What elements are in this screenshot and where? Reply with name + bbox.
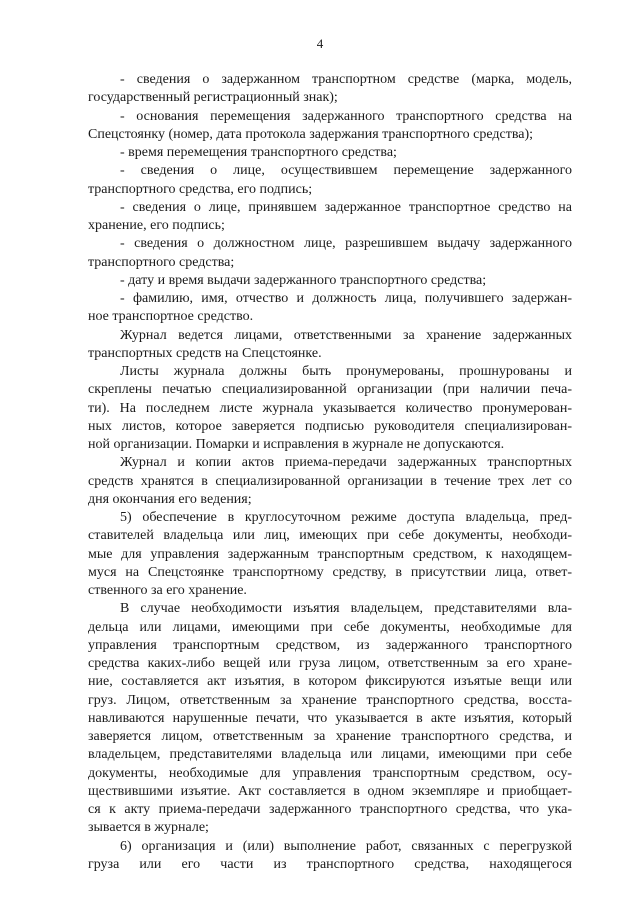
text-line: дня окончания его ведения; [88, 492, 252, 507]
text-line: Листы журнала должны быть пронумерованы, прошнурованы и [120, 364, 572, 379]
text-line: - сведения о лице, осуществившем перемещение задержанного [120, 163, 572, 178]
text-line: государственный регистрационный знак); [88, 90, 338, 105]
text-line: ной организации. Помарки и исправления в журнале не допускаются. [88, 437, 505, 452]
text-line: груз. Лицом, ответственным за хранение транспортного средства, восста- [88, 693, 572, 708]
text-line: транспортных средств на Спецстоянке. [88, 346, 322, 361]
text-line: - основания перемещения задержанного транспортного средства на [120, 109, 572, 124]
text-line: груза или его части из транспортного средства, находящегося [88, 857, 572, 872]
text-line: 6) организация и (или) выполнение работ, связанных с перегрузкой [120, 839, 572, 854]
text-line: документы, необходимые для управления транспортным средством, осу- [88, 766, 572, 781]
text-line: средств хранятся в специализированной организации в течение трех лет со [88, 474, 572, 489]
text-line: ставителей владельца или лиц, имеющих при себе документы, необходи- [88, 528, 572, 543]
text-line: Журнал ведется лицами, ответственными за хранение задержанных [120, 328, 572, 343]
text-line: навливаются нарушенные печати, что указывается в акте изъятия, который [88, 711, 572, 726]
text-line: - сведения о задержанном транспортном средстве (марка, модель, [120, 72, 572, 87]
text-line: - дату и время выдачи задержанного транспортного средства; [120, 273, 487, 288]
page-number: 4 [316, 36, 324, 51]
text-line: ти). На последнем листе журнала указывается количество пронумерован- [88, 401, 572, 416]
text-line: ние, составляется акт изъятия, в котором фиксируются изъятые вещи или [88, 674, 572, 689]
text-line: зывается в журнале; [88, 820, 209, 835]
text-line: средства каких-либо вещей или груза лицом, ответственным за его хране- [88, 656, 572, 671]
text-line: транспортного средства; [88, 255, 235, 270]
text-line: 5) обеспечение в круглосуточном режиме доступа владельца, пред- [120, 510, 572, 525]
text-line: владельцем, представителями владельца или лицами, имеющими при себе [88, 747, 572, 762]
text-line: В случае необходимости изъятия владельцем, представителями вла- [120, 601, 572, 616]
text-line: дельца или лицами, имеющими при себе документы, необходимые для [88, 620, 572, 635]
text-line: мые для управления задержанным транспортным средством, к находящем- [88, 547, 572, 562]
text-line: ных листов, которое заверяется подписью руководителя специализирован- [88, 419, 572, 434]
text-line: муся на Спецстоянке транспортному средству, в присутствии лица, ответ- [88, 565, 572, 580]
text-line: - фамилию, имя, отчество и должность лица, получившего задержан- [120, 291, 572, 306]
text-line: ся к акту приема-передачи задержанного транспортного средства, что ука- [88, 802, 572, 817]
text-line: ное транспортное средство. [88, 309, 254, 324]
text-line: ственного за его хранение. [88, 583, 247, 598]
text-line: - время перемещения транспортного средства; [120, 145, 397, 160]
text-line: Журнал и копии актов приема-передачи задержанных транспортных [120, 455, 572, 470]
text-line: - сведения о лице, принявшем задержанное транспортное средство на [120, 200, 572, 215]
text-line: ществившими изъятие. Акт составляется в одном экземпляре и приобщает- [88, 784, 572, 799]
text-line: заверяется лицом, ответственным за хранение транспортного средства, и [88, 729, 572, 744]
text-line: транспортного средства, его подпись; [88, 182, 313, 197]
text-line: скреплены печатью специализированной организации (при наличии печа- [88, 382, 572, 397]
text-line: - сведения о должностном лице, разрешившем выдачу задержанного [120, 236, 572, 251]
text-line: хранение, его подпись; [88, 218, 225, 233]
text-line: Спецстоянку (номер, дата протокола задержания транспортного средства); [88, 127, 534, 142]
text-line: управления транспортным средством, из задержанного транспортного [88, 638, 572, 653]
